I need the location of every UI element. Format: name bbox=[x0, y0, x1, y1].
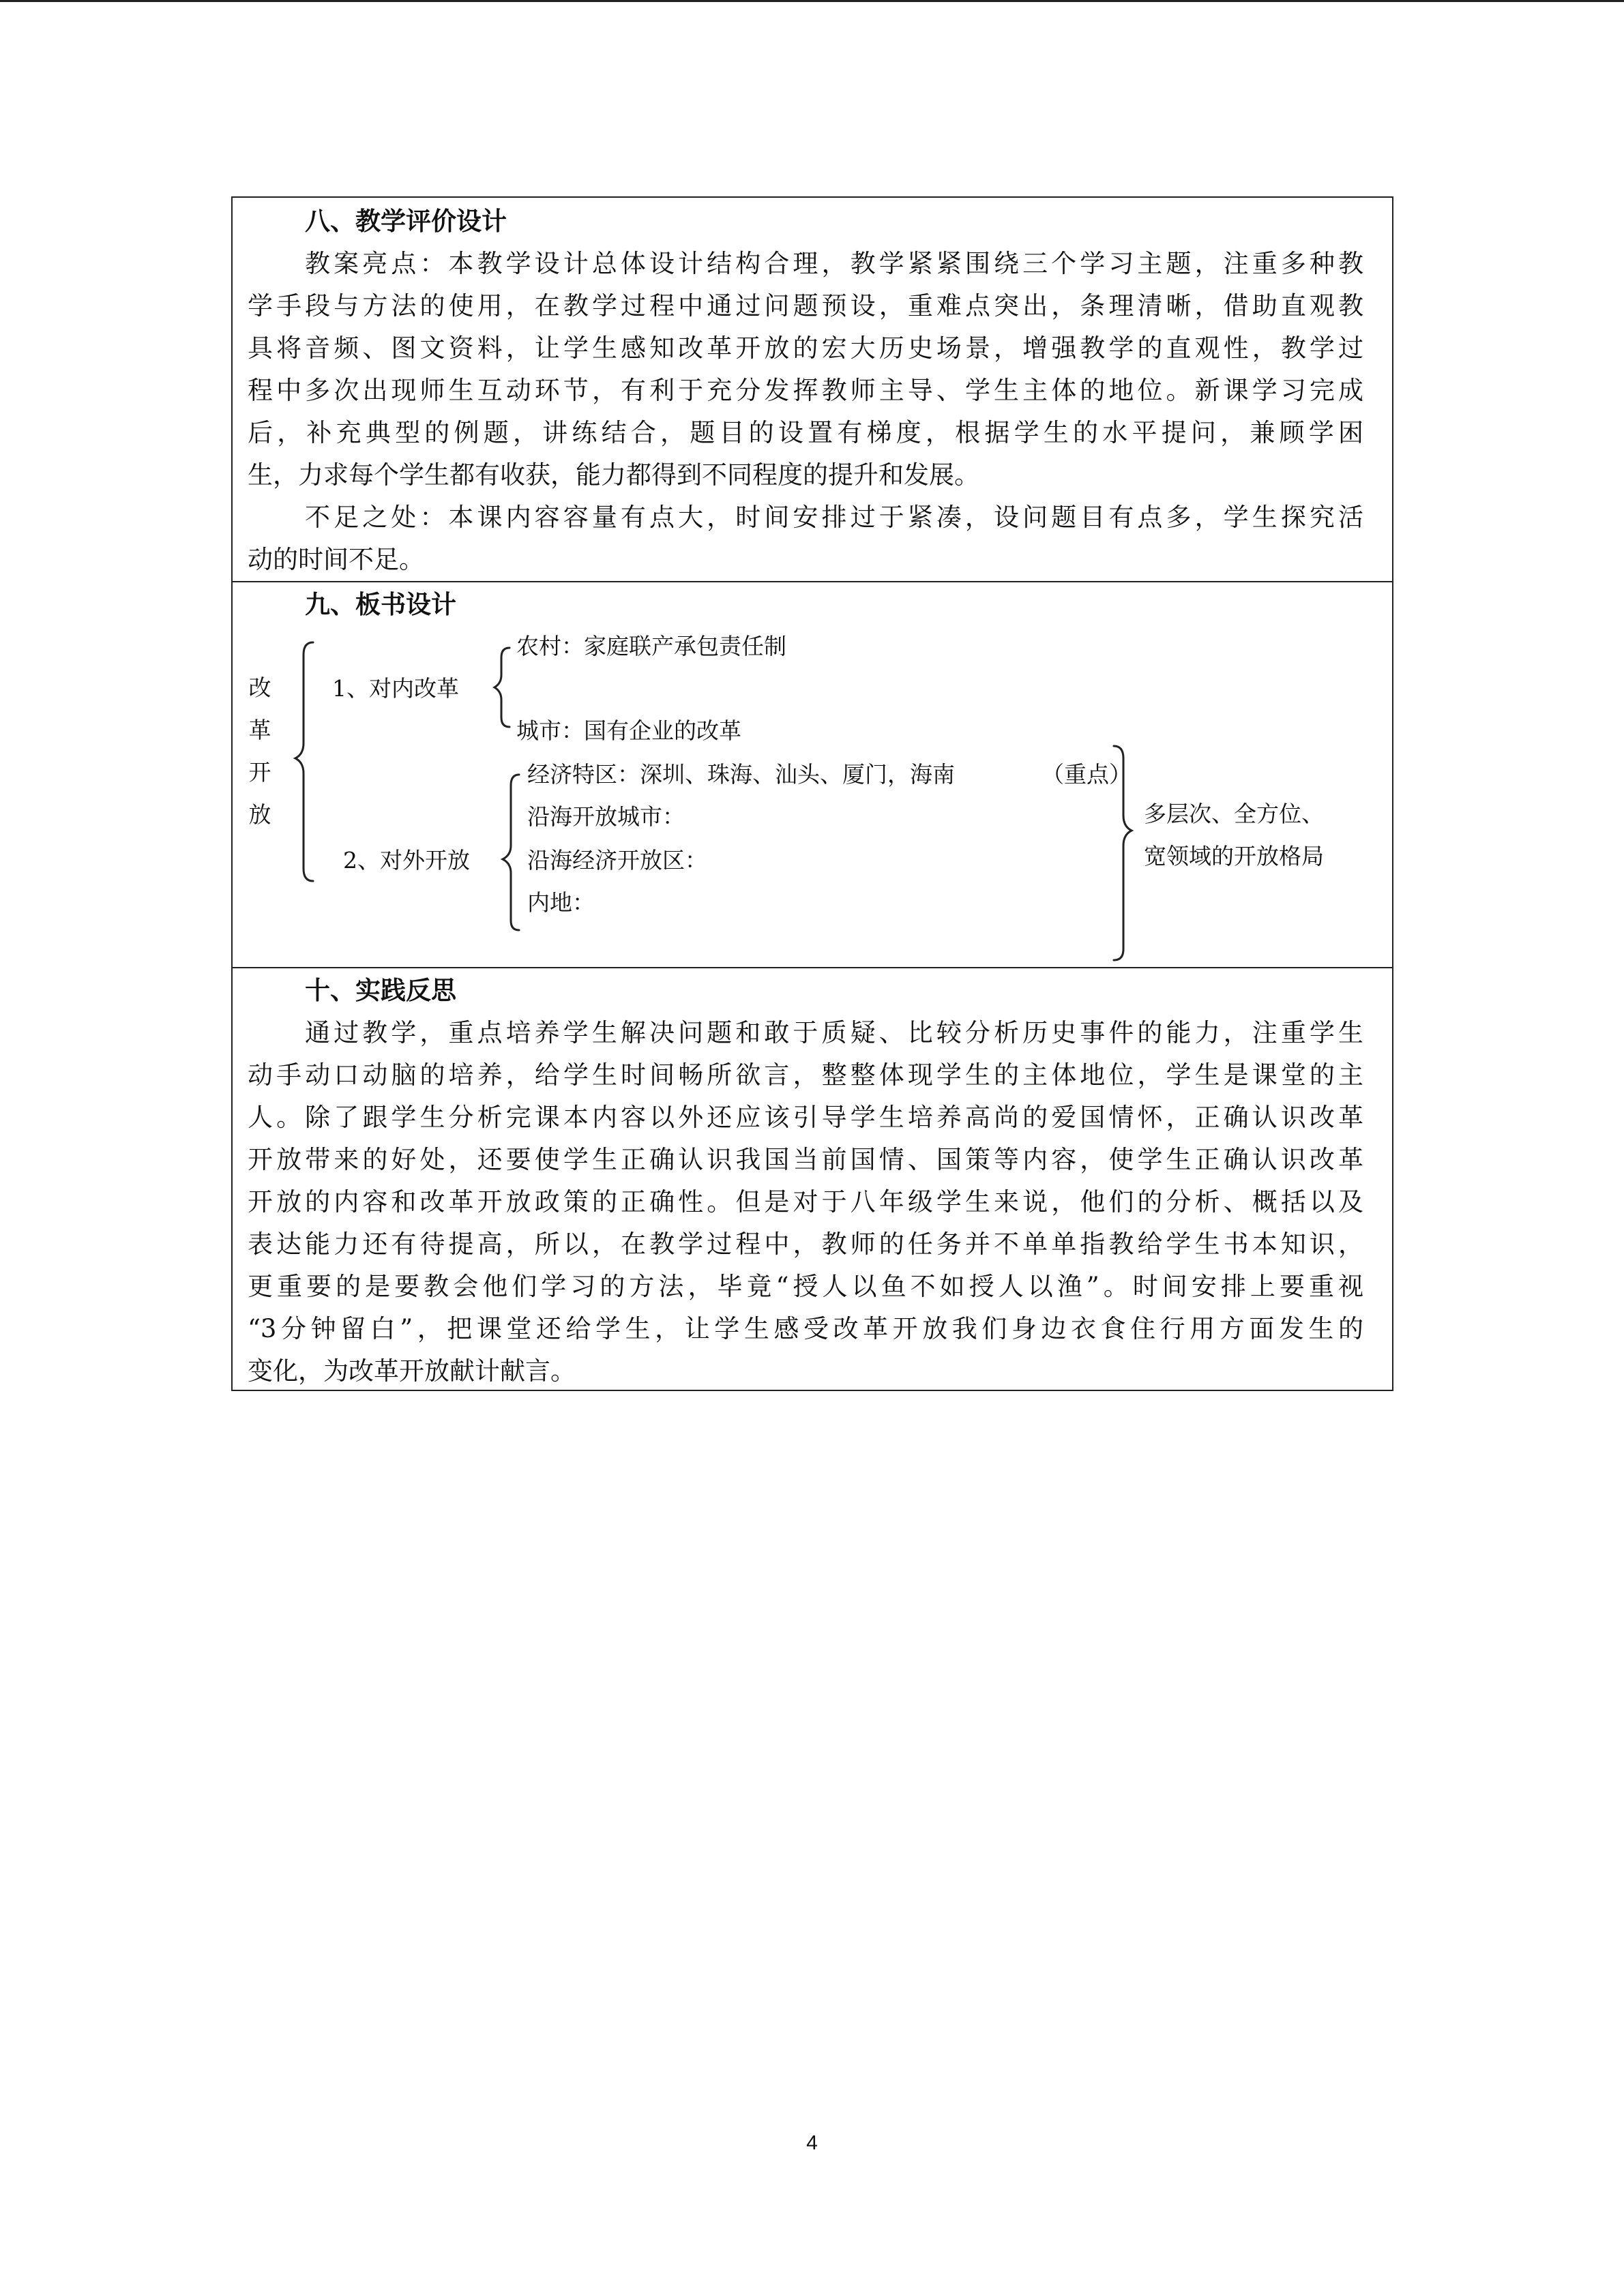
section-heading: 九、板书设计 bbox=[305, 590, 456, 619]
text-line: 教案亮点：本教学设计总体设计结构合理，教学紧紧围绕三个学习主题，注重多种教 bbox=[305, 249, 1363, 278]
root-char: 革 bbox=[248, 717, 271, 743]
branch-opening-up: 2、对外开放 bbox=[343, 847, 470, 874]
branch-item: 经济特区：深圳、珠海、汕头、厦门，海南 bbox=[527, 761, 955, 788]
root-char: 开 bbox=[248, 759, 271, 786]
root-brace bbox=[295, 642, 313, 881]
branch-domestic-reform: 1、对内改革 bbox=[332, 675, 459, 702]
lesson-plan-table bbox=[231, 196, 1393, 1391]
section-practice-reflection bbox=[233, 970, 1392, 1392]
section-heading: 八、教学评价设计 bbox=[305, 207, 507, 236]
section-heading: 十、实践反思 bbox=[305, 976, 456, 1005]
text-line: 不足之处：本课内容容量有点大，时间安排过于紧凑，设问题目有点多，学生探究活 bbox=[305, 503, 1363, 532]
text-line: 更重要的是要教会他们学习的方法，毕竟“授人以鱼不如授人以渔”。时间安排上要重视 bbox=[248, 1272, 1363, 1301]
text-line: 开放带来的好处，还要使学生正确认识我国当前国情、国策等内容，使学生正确认识改革 bbox=[248, 1145, 1363, 1174]
text-line: 动的时间不足。 bbox=[248, 545, 424, 574]
branch-item: 沿海经济开放区： bbox=[527, 847, 707, 874]
text-line: 表达能力还有待提高，所以，在教学过程中，教师的任务并不单单指教给学生书本知识， bbox=[248, 1229, 1363, 1259]
domestic-brace bbox=[494, 648, 510, 727]
branch-item: 城市：国有企业的改革 bbox=[516, 717, 741, 744]
reflection-paragraph bbox=[248, 1012, 1363, 1392]
text-line: 生，力求每个学生都有收获，能力都得到不同程度的提升和发展。 bbox=[248, 460, 979, 490]
text-line: 动手动口动脑的培养，给学生时间畅所欲言，整整体现学生的主体地位，学生是课堂的主 bbox=[248, 1060, 1363, 1090]
text-line: 人。除了跟学生分析完课本内容以外还应该引导学生培养高尚的爱国情怀，正确认识改革 bbox=[248, 1103, 1363, 1132]
summary-brace bbox=[1114, 746, 1132, 960]
root-char: 放 bbox=[248, 801, 271, 828]
page-number: 4 bbox=[806, 2132, 818, 2154]
root-char: 改 bbox=[248, 674, 271, 701]
opening-brace bbox=[503, 775, 519, 930]
text-line: 变化，为改革开放献计献言。 bbox=[248, 1356, 576, 1386]
text-line: 程中多次出现师生互动环节，有利于充分发挥教师主导、学生主体的地位。新课学习完成 bbox=[248, 376, 1363, 405]
branch-item: 内地： bbox=[527, 889, 595, 916]
key-point-note: （重点） bbox=[1042, 761, 1132, 788]
text-line: 开放的内容和改革开放政策的正确性。但是对于八年级学生来说，他们的分析、概括以及 bbox=[248, 1187, 1363, 1217]
text-line: 具将音频、图文资料，让学生感知改革开放的宏大历史场景，增强教学的直观性，教学过 bbox=[248, 333, 1363, 363]
summary-line: 多层次、全方位、 bbox=[1144, 801, 1324, 827]
text-line: “3分钟留白”，把课堂还给学生，让学生感受改革开放我们身边衣食住行用方面发生的 bbox=[248, 1314, 1363, 1343]
top-border-line bbox=[0, 0, 1624, 2]
summary-line: 宽领域的开放格局 bbox=[1144, 843, 1324, 869]
branch-item: 沿海开放城市： bbox=[527, 803, 685, 830]
text-line: 学手段与方法的使用，在教学过程中通过问题预设，重难点突出，条理清晰，借助直观教 bbox=[248, 291, 1363, 320]
section-divider bbox=[233, 967, 1392, 968]
branch-item: 农村：家庭联产承包责任制 bbox=[516, 633, 786, 659]
text-line: 后，补充典型的例题，讲练结合，题目的设置有梯度，根据学生的水平提问，兼顾学困 bbox=[248, 418, 1363, 447]
text-line: 通过教学，重点培养学生解决问题和敢于质疑、比较分析历史事件的能力，注重学生 bbox=[305, 1018, 1363, 1047]
